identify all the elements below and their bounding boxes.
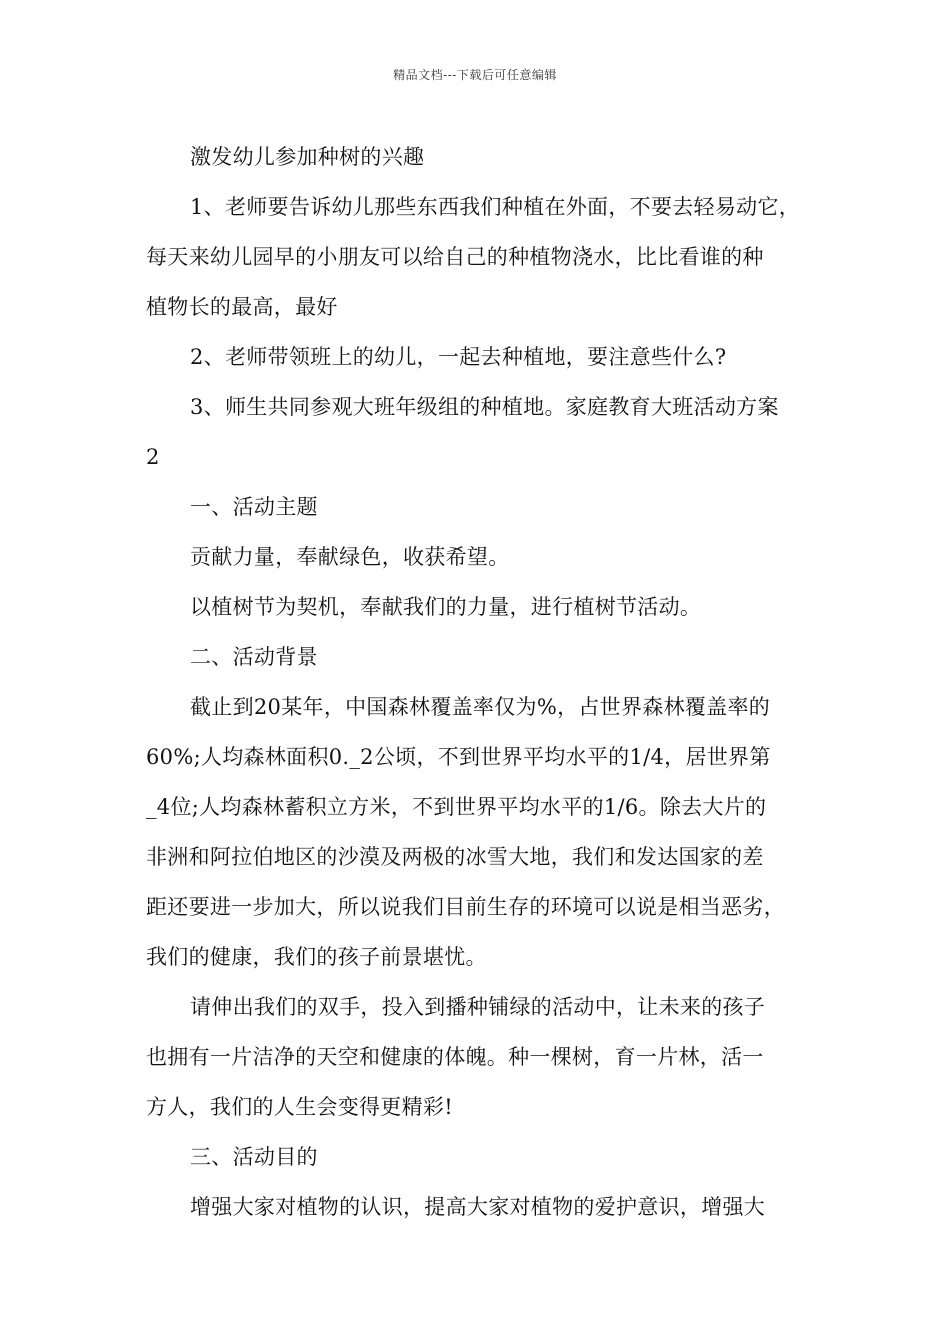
text-line: 2	[146, 445, 160, 469]
text-line: 贡献力量，奉献绿色，收获希望。	[190, 545, 510, 569]
text-line: 2、老师带领班上的幼儿，一起去种植地，要注意些什么?	[190, 345, 727, 369]
text-line: 植物长的最高，最好	[146, 295, 338, 319]
text-line: 我们的健康，我们的孩子前景堪忧。	[146, 945, 487, 969]
text-line: 请伸出我们的双手，投入到播种铺绿的活动中，让未来的孩子	[190, 995, 766, 1019]
text-line: 也拥有一片洁净的天空和健康的体魄。种一棵树，育一片林，活一	[146, 1045, 764, 1069]
text-line: 截止到20某年，中国森林覆盖率仅为%，占世界森林覆盖率的	[190, 695, 771, 719]
page-header: 精品文档---下载后可任意编辑	[393, 68, 557, 82]
text-line: 1、老师要告诉幼儿那些东西我们种植在外面，不要去轻易动它，	[190, 195, 801, 219]
text-line: 以植树节为契机，奉献我们的力量，进行植树节活动。	[190, 595, 702, 619]
text-line: 每天来幼儿园早的小朋友可以给自己的种植物浇水，比比看谁的种	[146, 245, 764, 269]
text-line: 激发幼儿参加种树的兴趣	[190, 145, 425, 169]
section-heading: 二、活动背景	[190, 645, 318, 669]
document-body	[146, 132, 826, 1232]
section-heading: 三、活动目的	[190, 1145, 318, 1169]
section-heading: 一、活动主题	[190, 495, 318, 519]
text-line: 距还要进一步加大，所以说我们目前生存的环境可以说是相当恶劣，	[146, 895, 785, 919]
text-line: 非洲和阿拉伯地区的沙漠及两极的冰雪大地，我们和发达国家的差	[146, 845, 764, 869]
text-line: _4位;人均森林蓄积立方米，不到世界平均水平的1/6。除去大片的	[146, 795, 767, 819]
text-line: 3、师生共同参观大班年级组的种植地。家庭教育大班活动方案	[190, 395, 779, 419]
text-line: 方人，我们的人生会变得更精彩!	[146, 1095, 453, 1119]
text-line: 60%;人均森林面积0._2公顷，不到世界平均水平的1/4，居世界第	[146, 745, 771, 769]
text-line: 增强大家对植物的认识，提高大家对植物的爱护意识，增强大	[190, 1195, 766, 1219]
